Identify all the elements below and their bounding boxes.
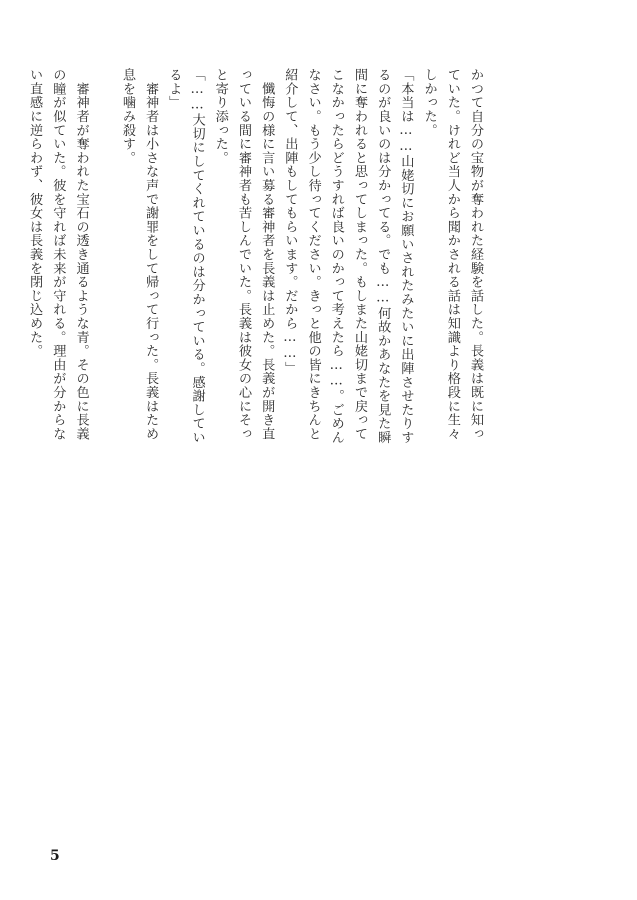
text-line: っている間に審神者も苦しんでいた。長義は彼女の心にそっ (235, 68, 251, 441)
blank-line (93, 68, 116, 448)
text-line: 間に奪われると思ってしまった。もしまた山姥切まで戻って (351, 68, 367, 441)
text-line: しかった。 (421, 68, 437, 137)
text-line: こなかったらどうすれば良いのかって考えたら……。ごめん (328, 68, 344, 445)
text-line: ていた。けれど当人から聞かされる話は知識より格段に生々 (444, 68, 460, 441)
text-line: るよ」 (166, 68, 182, 110)
text-line: 審神者が奪われた宝石の透き通るような青。その色に長義 (73, 68, 89, 441)
vertical-text-block (23, 68, 487, 448)
text-line: 「……大切にしてくれているのは分かっている。感謝してい (189, 68, 205, 445)
text-line: 「本当は……山姥切にお願いされたみたいに出陣させたりす (398, 68, 414, 445)
page-number: 5 (50, 848, 60, 864)
text-line: い直感に逆らわず、彼女は長義を閉じ込めた。 (27, 68, 43, 358)
text-line: 懺悔の様に言い募る審神者を長義は止めた。長義が開き直 (259, 68, 275, 441)
text-line: と寄り添った。 (212, 68, 228, 165)
text-line: 紹介して、出陣もしてもらいます。だから……」 (282, 68, 298, 376)
text-line: るのが良いのは分かってる。でも……何故かあなたを見た瞬 (375, 68, 391, 445)
text-line: 審神者は小さな声で謝罪をして帰って行った。長義はため (143, 68, 159, 441)
text-line: の瞳が似ていた。彼を守れば未来が守れる。理由が分からな (50, 68, 66, 441)
text-line: かつて自分の宝物が奪われた経験を話した。長義は既に知っ (468, 68, 483, 441)
text-line: 息を噛み殺す。 (119, 68, 135, 165)
text-line: なさい。もう少し待ってください。きっと他の皆にきちんと (305, 68, 321, 441)
